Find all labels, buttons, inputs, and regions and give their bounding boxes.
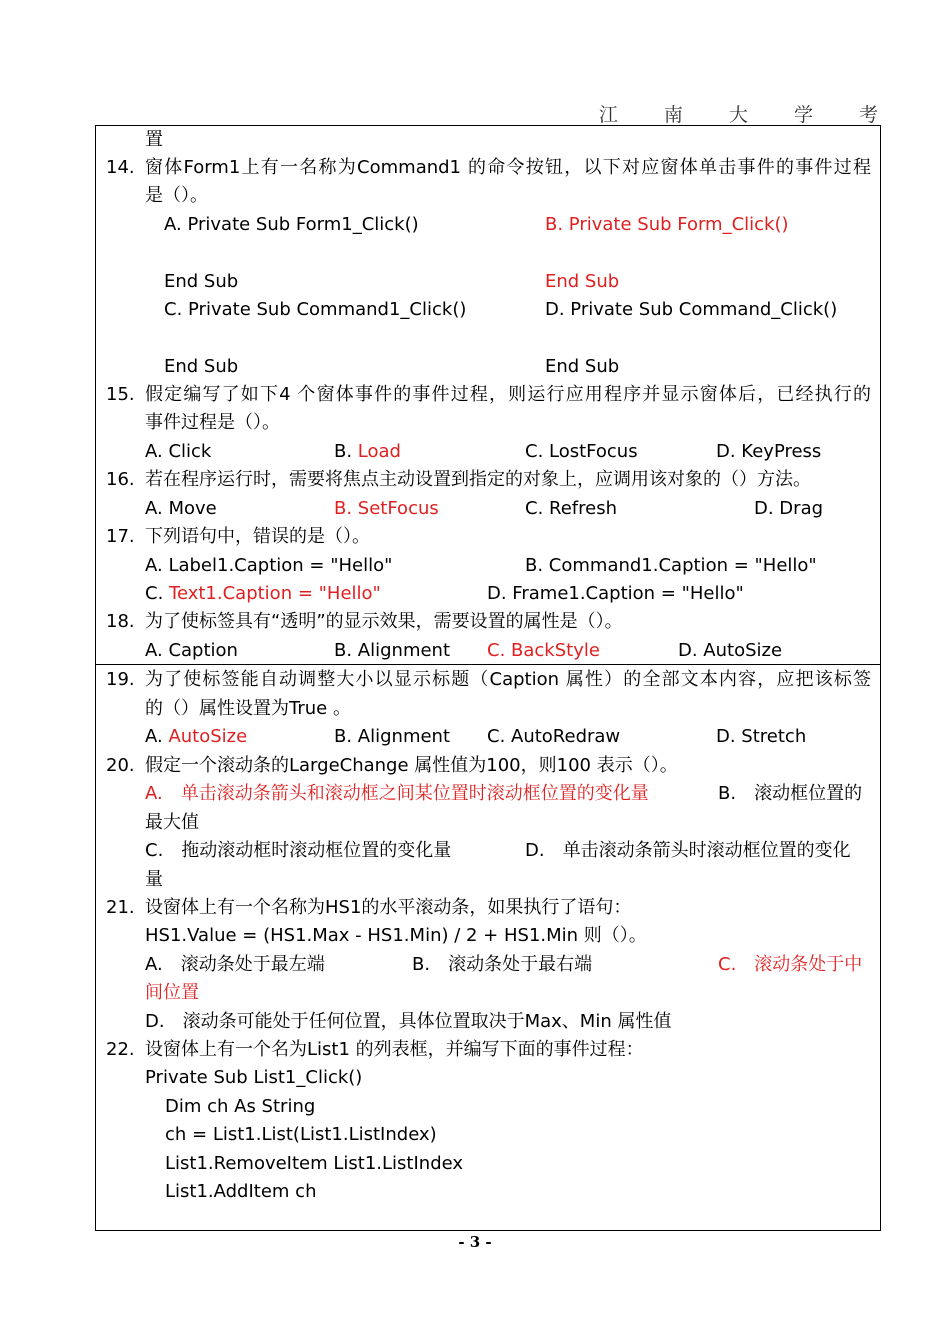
q21-option-a: A. 滚动条处于最左端: [145, 954, 325, 975]
q14-option-d: D. Private Sub Command_Click(): [545, 299, 838, 320]
q17-number: 17.: [106, 526, 135, 547]
q15-option-d: D. KeyPress: [716, 441, 822, 462]
q17-option-c-answer: Text1.Caption = "Hello": [169, 583, 381, 604]
q20-stem: 假定一个滚动条的LargeChange 属性值为100，则100 表示（）。: [145, 755, 678, 776]
q19-stem-line2: 的（）属性设置为True 。: [145, 698, 351, 719]
q20-option-b-cont: 最大值: [145, 812, 199, 833]
q15-stem-line1: 假定编写了如下4 个窗体事件的事件过程，则运行应用程序并显示窗体后，已经执行的: [145, 384, 871, 405]
q19-option-b: B. Alignment: [334, 726, 451, 747]
q14-option-c-end: End Sub: [164, 356, 239, 377]
q15-option-b-letter: B.: [334, 441, 358, 462]
q16-option-a: A. Move: [145, 498, 217, 519]
q18-option-c-answer: C. BackStyle: [487, 640, 600, 661]
q18-option-d: D. AutoSize: [678, 640, 783, 661]
q19-option-c: C. AutoRedraw: [487, 726, 621, 747]
q19-option-a: [145, 725, 247, 749]
school-header: 江 南 大 学 考: [598, 104, 898, 126]
q18-option-a: A. Caption: [145, 640, 238, 661]
q14-option-c: C. Private Sub Command1_Click(): [164, 299, 467, 320]
q22-code-line-5: List1.AddItem ch: [165, 1181, 317, 1202]
q15-option-b: [334, 440, 401, 464]
q16-option-d: D. Drag: [754, 498, 824, 519]
q20-option-d-cont: 量: [145, 869, 163, 890]
q19-option-d: D. Stretch: [716, 726, 807, 747]
q22-number: 22.: [106, 1039, 135, 1060]
q14-option-b-end: End Sub: [545, 271, 620, 292]
q16-option-c: C. Refresh: [525, 498, 617, 519]
q14-stem-line1: 窗体Form1上有一名称为Command1 的命令按钮，以下对应窗体单击事件的事件过程: [145, 157, 871, 178]
q17-option-a: A. Label1.Caption = "Hello": [145, 555, 393, 576]
q19-option-a-letter: A.: [145, 726, 169, 747]
q15-option-c: C. LostFocus: [525, 441, 638, 462]
q19-option-a-answer: AutoSize: [168, 726, 248, 747]
q18-option-b: B. Alignment: [334, 640, 451, 661]
q21-number: 21.: [106, 897, 135, 918]
q15-option-a: A. Click: [145, 441, 212, 462]
q21-option-d: D. 滚动条可能处于任何位置，具体位置取决于Max、Min 属性值: [145, 1011, 672, 1032]
q16-stem: 若在程序运行时，需要将焦点主动设置到指定的对象上，应调用该对象的（）方法。: [145, 469, 811, 490]
q21-option-c-cont: 间位置: [145, 982, 199, 1003]
q20-number: 20.: [106, 755, 135, 776]
q17-option-d: D. Frame1.Caption = "Hello": [487, 583, 744, 604]
q21-option-c-answer: C. 滚动条处于中: [718, 954, 863, 975]
q17-option-b: B. Command1.Caption = "Hello": [525, 555, 817, 576]
q22-stem: 设窗体上有一个名为List1 的列表框，并编写下面的事件过程：: [145, 1039, 644, 1060]
q18-number: 18.: [106, 611, 135, 632]
q14-stem-line2: 是（）。: [145, 185, 208, 206]
q20-option-c: C. 拖动滚动框时滚动框位置的变化量: [145, 840, 452, 861]
q21-stem-line1: 设窗体上有一个名称为HS1的水平滚动条，如果执行了语句：: [145, 897, 632, 918]
q14-option-a: A. Private Sub Form1_Click(): [164, 214, 419, 235]
q18-stem: 为了使标签具有“透明”的显示效果，需要设置的属性是（）。: [145, 611, 623, 632]
q16-option-b-answer: B. SetFocus: [334, 498, 439, 519]
q22-code-line-1: Private Sub List1_Click(): [145, 1067, 363, 1088]
q17-option-c: [145, 582, 381, 606]
q22-code-line-3: ch = List1.List(List1.ListIndex): [165, 1124, 437, 1145]
q21-option-b: B. 滚动条处于最右端: [412, 954, 593, 975]
q20-option-a-answer: A. 单击滚动条箭头和滚动框之间某位置时滚动框位置的变化量: [145, 783, 649, 804]
q14-option-d-end: End Sub: [545, 356, 620, 377]
q14-number: 14.: [106, 157, 135, 178]
continued-text: 置: [145, 129, 163, 150]
q17-option-c-letter: C.: [145, 583, 170, 604]
q22-code-line-4: List1.RemoveItem List1.ListIndex: [165, 1153, 464, 1174]
q20-option-b: B. 滚动框位置的: [718, 783, 863, 804]
q14-option-b-answer: B. Private Sub Form_Click(): [545, 214, 789, 235]
q20-option-d: D. 单击滚动条箭头时滚动框位置的变化: [525, 840, 851, 861]
q19-number: 19.: [106, 669, 135, 690]
q22-code-line-2: Dim ch As String: [165, 1096, 316, 1117]
page-number: - 3 -: [458, 1233, 492, 1251]
q16-number: 16.: [106, 469, 135, 490]
q21-stem-line2: HS1.Value = (HS1.Max - HS1.Min) / 2 + HS1.Min 则（）。: [145, 925, 647, 946]
q14-option-a-end: End Sub: [164, 271, 239, 292]
q15-stem-line2: 事件过程是（）。: [145, 412, 280, 433]
q15-number: 15.: [106, 384, 135, 405]
q15-option-b-answer: Load: [357, 441, 401, 462]
q19-stem-line1: 为了使标签能自动调整大小以显示标题（Caption 属性）的全部文本内容，应把该标签: [145, 669, 871, 690]
q17-stem: 下列语句中，错误的是（）。: [145, 526, 370, 547]
